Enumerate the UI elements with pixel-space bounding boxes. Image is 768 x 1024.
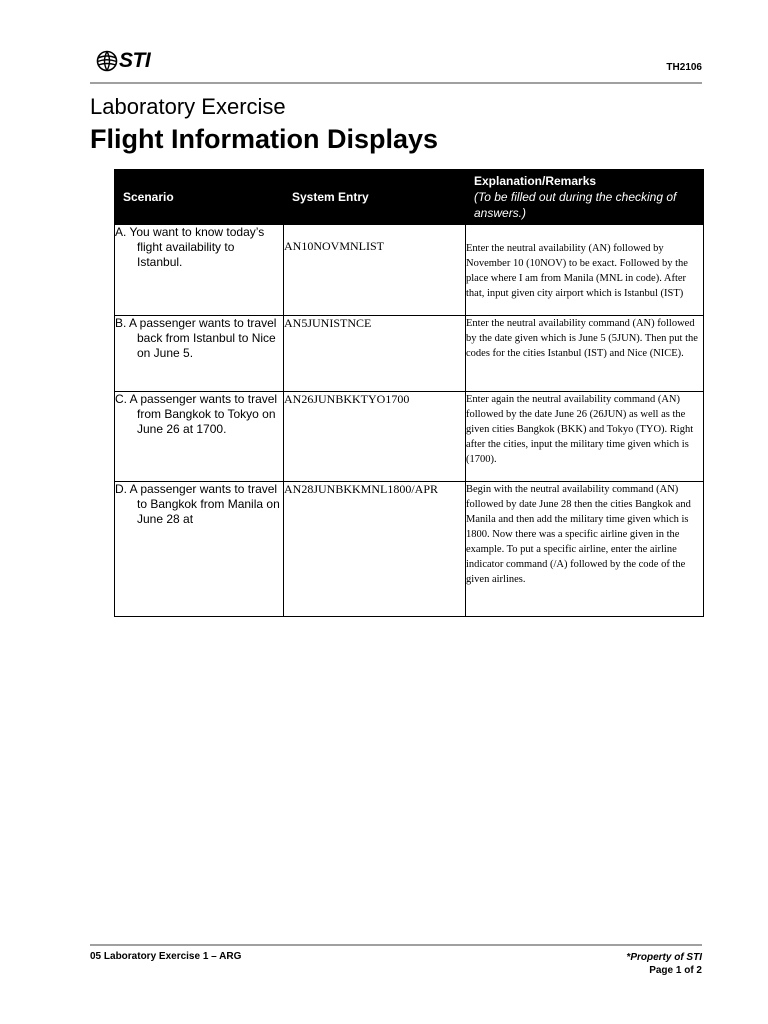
sti-logo — [96, 50, 150, 72]
scenario-cell: B. A passenger wants to travel back from Istanbul to Nice on June 5. — [115, 316, 284, 392]
page-subtitle: Laboratory Exercise — [90, 94, 286, 119]
globe-icon — [96, 50, 118, 72]
table-header-row — [115, 170, 704, 225]
remarks-cell: Enter the neutral availability command (AN) followed by the date given which is June 5 (5JUN). Then put the codes for the cities Istanbul (IST) and Nice (NICE). — [466, 316, 704, 392]
remarks-header-label: Explanation/Remarks — [474, 174, 597, 188]
footer-doc-label: 05 Laboratory Exercise 1 – ARG — [90, 951, 242, 962]
remarks-header-note: (To be filled out during the checking of answers.) — [474, 190, 677, 220]
property-notice: *Property of STI — [626, 952, 702, 963]
column-header-remarks — [466, 170, 704, 225]
system-entry-cell: AN26JUNBKKTYO1700 — [284, 392, 466, 482]
page-number: Page 1 of 2 — [649, 965, 702, 976]
footer-right — [626, 951, 702, 977]
header-divider — [90, 82, 702, 84]
footer-divider — [90, 944, 702, 946]
logo-text: STI — [119, 49, 151, 72]
system-entry-cell: AN28JUNBKKMNL1800/APR — [284, 482, 466, 617]
remarks-cell: Enter again the neutral availability command (AN) followed by the date June 26 (26JUN) as well as the given cities Bangkok (BKK) and Tokyo (TYO). Right after the cities, input the military time given which is (1700). — [466, 392, 704, 482]
column-header-system-entry: System Entry — [284, 170, 466, 225]
table-row — [115, 225, 704, 316]
page-header — [90, 48, 702, 82]
table-row — [115, 316, 704, 392]
page-title: Flight Information Displays — [90, 124, 439, 154]
remarks-cell: Enter the neutral availability (AN) followed by November 10 (10NOV) to be exact. Followed by the place where I am from Manila (MNL in code). After that, input given city airport which is Istanbul (IST) — [466, 225, 704, 316]
remarks-cell: Begin with the neutral availability command (AN) followed by date June 28 then the cities Bangkok and Manila and then add the military time given which is 1800. Now there was a specific airline given in the example. To put a specific airline, enter the airline indicator command (/A) followed by the code of the given airlines. — [466, 482, 704, 617]
scenario-cell: A. You want to know today’s flight availability to Istanbul. — [115, 225, 284, 316]
column-header-scenario: Scenario — [115, 170, 284, 225]
document-code: TH2106 — [666, 62, 702, 73]
scenario-cell: D. A passenger wants to travel to Bangkok from Manila on June 28 at — [115, 482, 284, 617]
scenario-cell: C. A passenger wants to travel from Bangkok to Tokyo on June 26 at 1700. — [115, 392, 284, 482]
system-entry-cell: AN10NOVMNLIST — [284, 225, 466, 316]
table-row — [115, 392, 704, 482]
system-entry-cell: AN5JUNISTNCE — [284, 316, 466, 392]
table-row — [115, 482, 704, 617]
exercise-table — [114, 169, 704, 617]
